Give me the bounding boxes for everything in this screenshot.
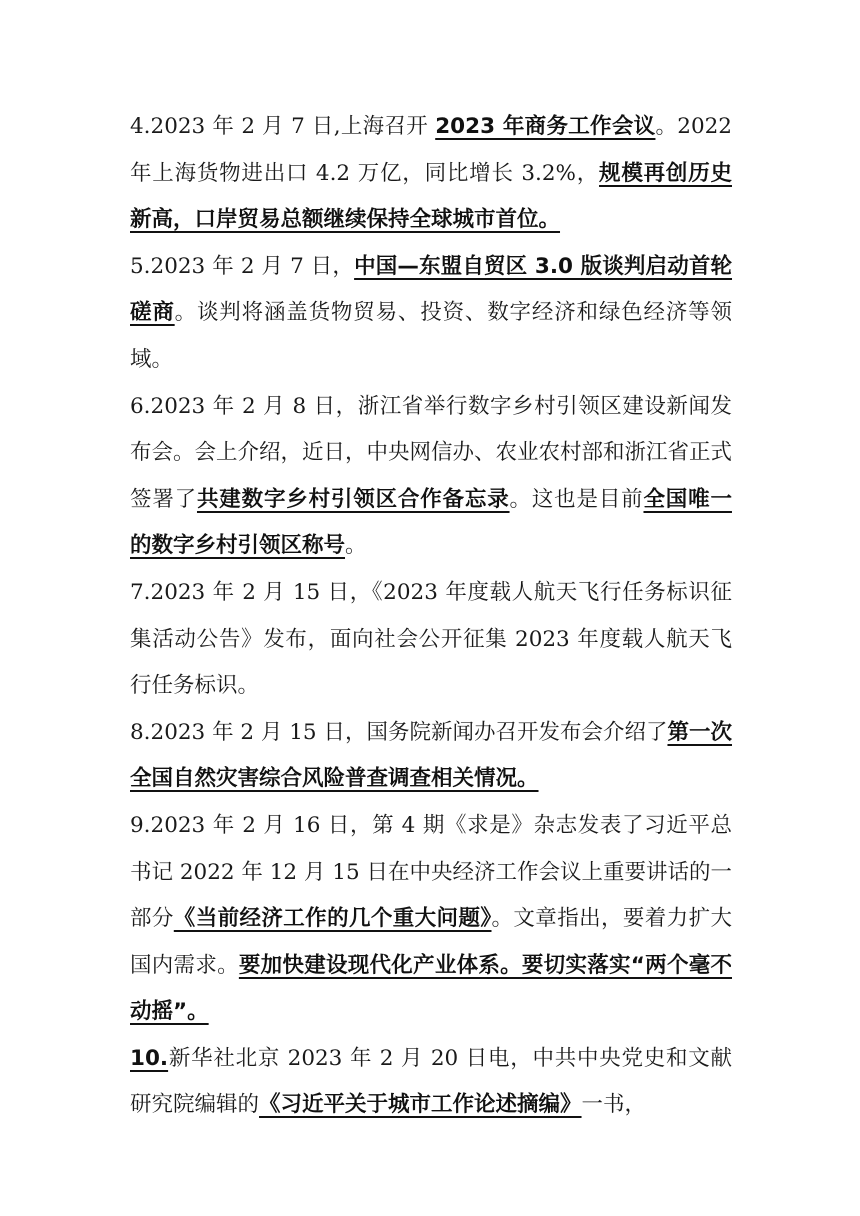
body-text: 。2022 年上海货物进出口 4.2 万亿，同比增长 3.2%， [130, 114, 732, 186]
body-text: 新华社北京 2023 年 2 月 20 日电，中共中央党史和文献研究院编辑的 [130, 1045, 732, 1118]
news-item [130, 803, 732, 1036]
body-text: 一书， [581, 1092, 647, 1118]
news-item [130, 710, 732, 803]
body-text: 7.2023 年 2 月 15 日，《2023 年度载人航天飞行任务标识征集活动公告》发布，面向社会公开征集 2023 年度载人航天飞行任务标识。 [130, 579, 732, 699]
news-item [130, 104, 732, 244]
highlighted-text: 中国—东盟自贸区 3.0 版谈判启动首轮磋商 [130, 253, 733, 326]
news-item-list [130, 104, 732, 1129]
news-item [130, 1036, 732, 1129]
highlighted-text: 2023 年商务工作会议 [435, 114, 656, 139]
body-text: 。 [345, 533, 367, 559]
body-text: 。这也是目前 [509, 486, 644, 512]
news-item [130, 244, 732, 384]
highlighted-text: 《当前经济工作的几个重大问题》 [173, 906, 492, 932]
body-text: 8.2023 年 2 月 15 日，国务院新闻办召开发布会介绍了 [130, 719, 668, 745]
news-item [130, 384, 732, 570]
body-text: 4.2023 年 2 月 7 日,上海召开 [130, 114, 436, 139]
body-text: 。文章指出，要着力扩大国内需求。 [130, 906, 732, 978]
highlighted-text: 10. [130, 1045, 169, 1071]
body-text: 9.2023 年 2 月 16 日，第 4 期《求是》杂志发表了习近平总书记 2022 年 12 月 15 日在中央经济工作会议上重要讲话的一部分 [130, 812, 732, 932]
highlighted-text: 规模再创历史新高，口岸贸易总额继续保持全球城市首位。 [130, 160, 732, 233]
highlighted-text: 《习近平关于城市工作论述摘编》 [259, 1092, 582, 1118]
body-text: 5.2023 年 2 月 7 日， [130, 253, 355, 279]
highlighted-text: 要加快建设现代化产业体系。要切实落实“两个毫不动摇”。 [130, 952, 732, 1025]
highlighted-text: 第一次全国自然灾害综合风险普查调查相关情况。 [130, 719, 732, 792]
body-text: 。谈判将涵盖货物贸易、投资、数字经济和绿色经济等领域。 [130, 300, 732, 372]
highlighted-text: 共建数字乡村引领区合作备忘录 [196, 486, 510, 512]
body-text: 6.2023 年 2 月 8 日，浙江省举行数字乡村引领区建设新闻发布会。会上介绍，近日，中央网信办、农业农村部和浙江省正式签署了 [130, 393, 733, 512]
news-item [130, 570, 732, 710]
highlighted-text: 全国唯一的数字乡村引领区称号 [130, 486, 732, 559]
